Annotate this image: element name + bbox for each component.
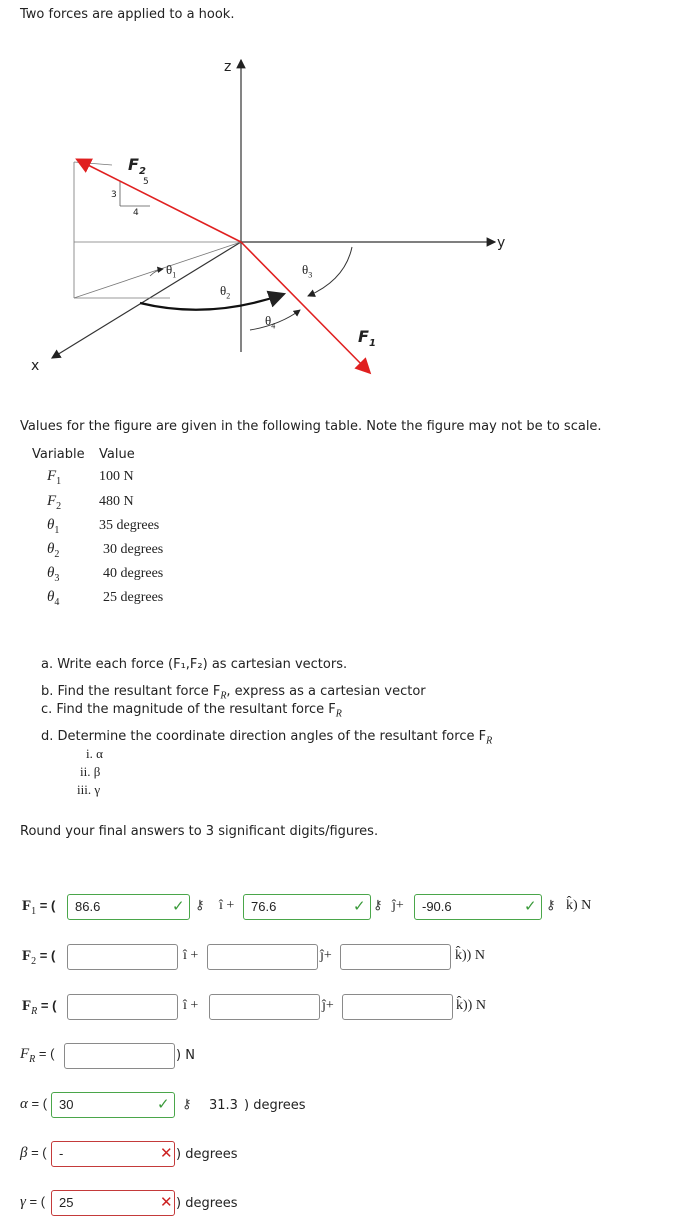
table-row-var: $\theta_1$	[47, 517, 60, 536]
f2-label: $F_2$	[128, 155, 146, 178]
tri-5-label: 5	[143, 177, 149, 187]
theta4-label: $\theta_4$	[265, 313, 276, 331]
gamma-cross-icon: ✕	[160, 1193, 173, 1211]
f1-i-check-icon: ✓	[172, 897, 185, 915]
gamma-unit: ) degrees	[176, 1196, 238, 1211]
question-d-i: i. α	[86, 746, 103, 761]
theta3-label: $\theta_3$	[302, 262, 313, 280]
gamma-input[interactable]: 25	[51, 1190, 175, 1216]
table-row-var: $F_2$	[47, 493, 62, 512]
table-row-value: 100 N	[99, 469, 134, 484]
f1-i-key-icon[interactable]: ⚷	[195, 898, 205, 913]
f1-label: $F_1$	[358, 327, 376, 350]
x-axis-label: x	[31, 358, 40, 374]
beta-unit: ) degrees	[176, 1147, 238, 1162]
fr-i-input[interactable]	[67, 994, 178, 1020]
table-header-variable: Variable	[32, 447, 85, 462]
x-axis	[52, 242, 241, 358]
table-row-var: $\theta_3$	[47, 565, 60, 584]
theta2-label: $\theta_2$	[220, 283, 231, 301]
f2-i-input[interactable]	[67, 944, 178, 970]
f1-j-input[interactable]: 76.6	[243, 894, 371, 920]
alpha-hint-value: 31.3	[209, 1098, 238, 1113]
question-d-ii: ii. β	[80, 764, 101, 779]
alpha-label: α = (	[20, 1096, 48, 1112]
question-b: b. Find the resultant force $F_R$, express as a cartesian vector	[41, 684, 426, 702]
fr-magnitude-unit: ) N	[176, 1048, 195, 1063]
f1-i-hat: î +	[219, 898, 235, 913]
fr-i-hat: î +	[183, 998, 199, 1013]
f2-j-hat: ĵ+	[320, 948, 332, 963]
table-row-value: 40 degrees	[103, 566, 164, 581]
figure-note: Values for the figure are given in the following table. Note the figure may not be to scale.	[20, 419, 602, 434]
f1-k-check-icon: ✓	[524, 897, 537, 915]
beta-label: β = (	[20, 1145, 47, 1161]
f2-k-hat: k̂)) N	[455, 948, 485, 963]
fr-magnitude-input[interactable]	[64, 1043, 175, 1069]
f2-vector	[78, 160, 241, 242]
fr-j-input[interactable]	[209, 994, 320, 1020]
table-row-var: $F_1$	[47, 468, 62, 487]
f2-row-label: $F_2$ = (	[22, 948, 56, 967]
alpha-check-icon: ✓	[157, 1095, 170, 1113]
f1-j-key-icon[interactable]: ⚷	[373, 898, 383, 913]
table-row-value: 25 degrees	[103, 590, 164, 605]
f1-k-input[interactable]: -90.6	[414, 894, 542, 920]
table-row-value: 480 N	[99, 494, 134, 509]
fr-k-input[interactable]	[342, 994, 453, 1020]
hook-force-diagram	[0, 40, 689, 380]
tri-4-label: 4	[133, 208, 139, 218]
alpha-unit: ) degrees	[244, 1098, 306, 1113]
theta1-label: $\theta_1$	[166, 262, 177, 280]
beta-input[interactable]: -	[51, 1141, 175, 1167]
tri-3-label: 3	[111, 190, 117, 200]
f2-i-hat: î +	[183, 948, 199, 963]
f1-k-hat: k̂) N	[566, 898, 592, 913]
table-row-value: 30 degrees	[103, 542, 164, 557]
intro-text: Two forces are applied to a hook.	[20, 7, 235, 22]
f1-j-hat: ĵ+	[392, 898, 404, 913]
y-axis-label: y	[497, 235, 506, 251]
question-c: c. Find the magnitude of the resultant force $F_R$	[41, 702, 342, 720]
alpha-key-icon[interactable]: ⚷	[182, 1097, 192, 1112]
fr-k-hat: k̂)) N	[456, 998, 486, 1013]
question-a: a. Write each force (F₁,F₂) as cartesian vectors.	[41, 657, 348, 672]
fr-j-hat: ĵ+	[322, 998, 334, 1013]
z-axis-label: z	[224, 59, 232, 75]
f1-k-key-icon[interactable]: ⚷	[546, 898, 556, 913]
table-row-value: 35 degrees	[99, 518, 160, 533]
alpha-input[interactable]: 30	[51, 1092, 175, 1118]
f1-i-input[interactable]: 86.6	[67, 894, 190, 920]
beta-cross-icon: ✕	[160, 1144, 173, 1162]
fr-row-label: $F_R$ = (	[22, 998, 57, 1017]
fr-mag-label: $F_R$ = (	[20, 1046, 55, 1065]
round-note: Round your final answers to 3 significant digits/figures.	[20, 824, 379, 839]
f1-j-check-icon: ✓	[353, 897, 366, 915]
f1-row-label: $F_1$ = (	[22, 898, 56, 917]
gamma-label: γ = (	[20, 1194, 46, 1210]
table-row-var: $\theta_2$	[47, 541, 60, 560]
table-header-value: Value	[99, 447, 135, 462]
f2-j-input[interactable]	[207, 944, 318, 970]
table-row-var: $\theta_4$	[47, 589, 60, 608]
f2-k-input[interactable]	[340, 944, 451, 970]
question-d-iii: iii. γ	[77, 782, 101, 797]
question-d: d. Determine the coordinate direction angles of the resultant force $F_R$	[41, 729, 493, 747]
